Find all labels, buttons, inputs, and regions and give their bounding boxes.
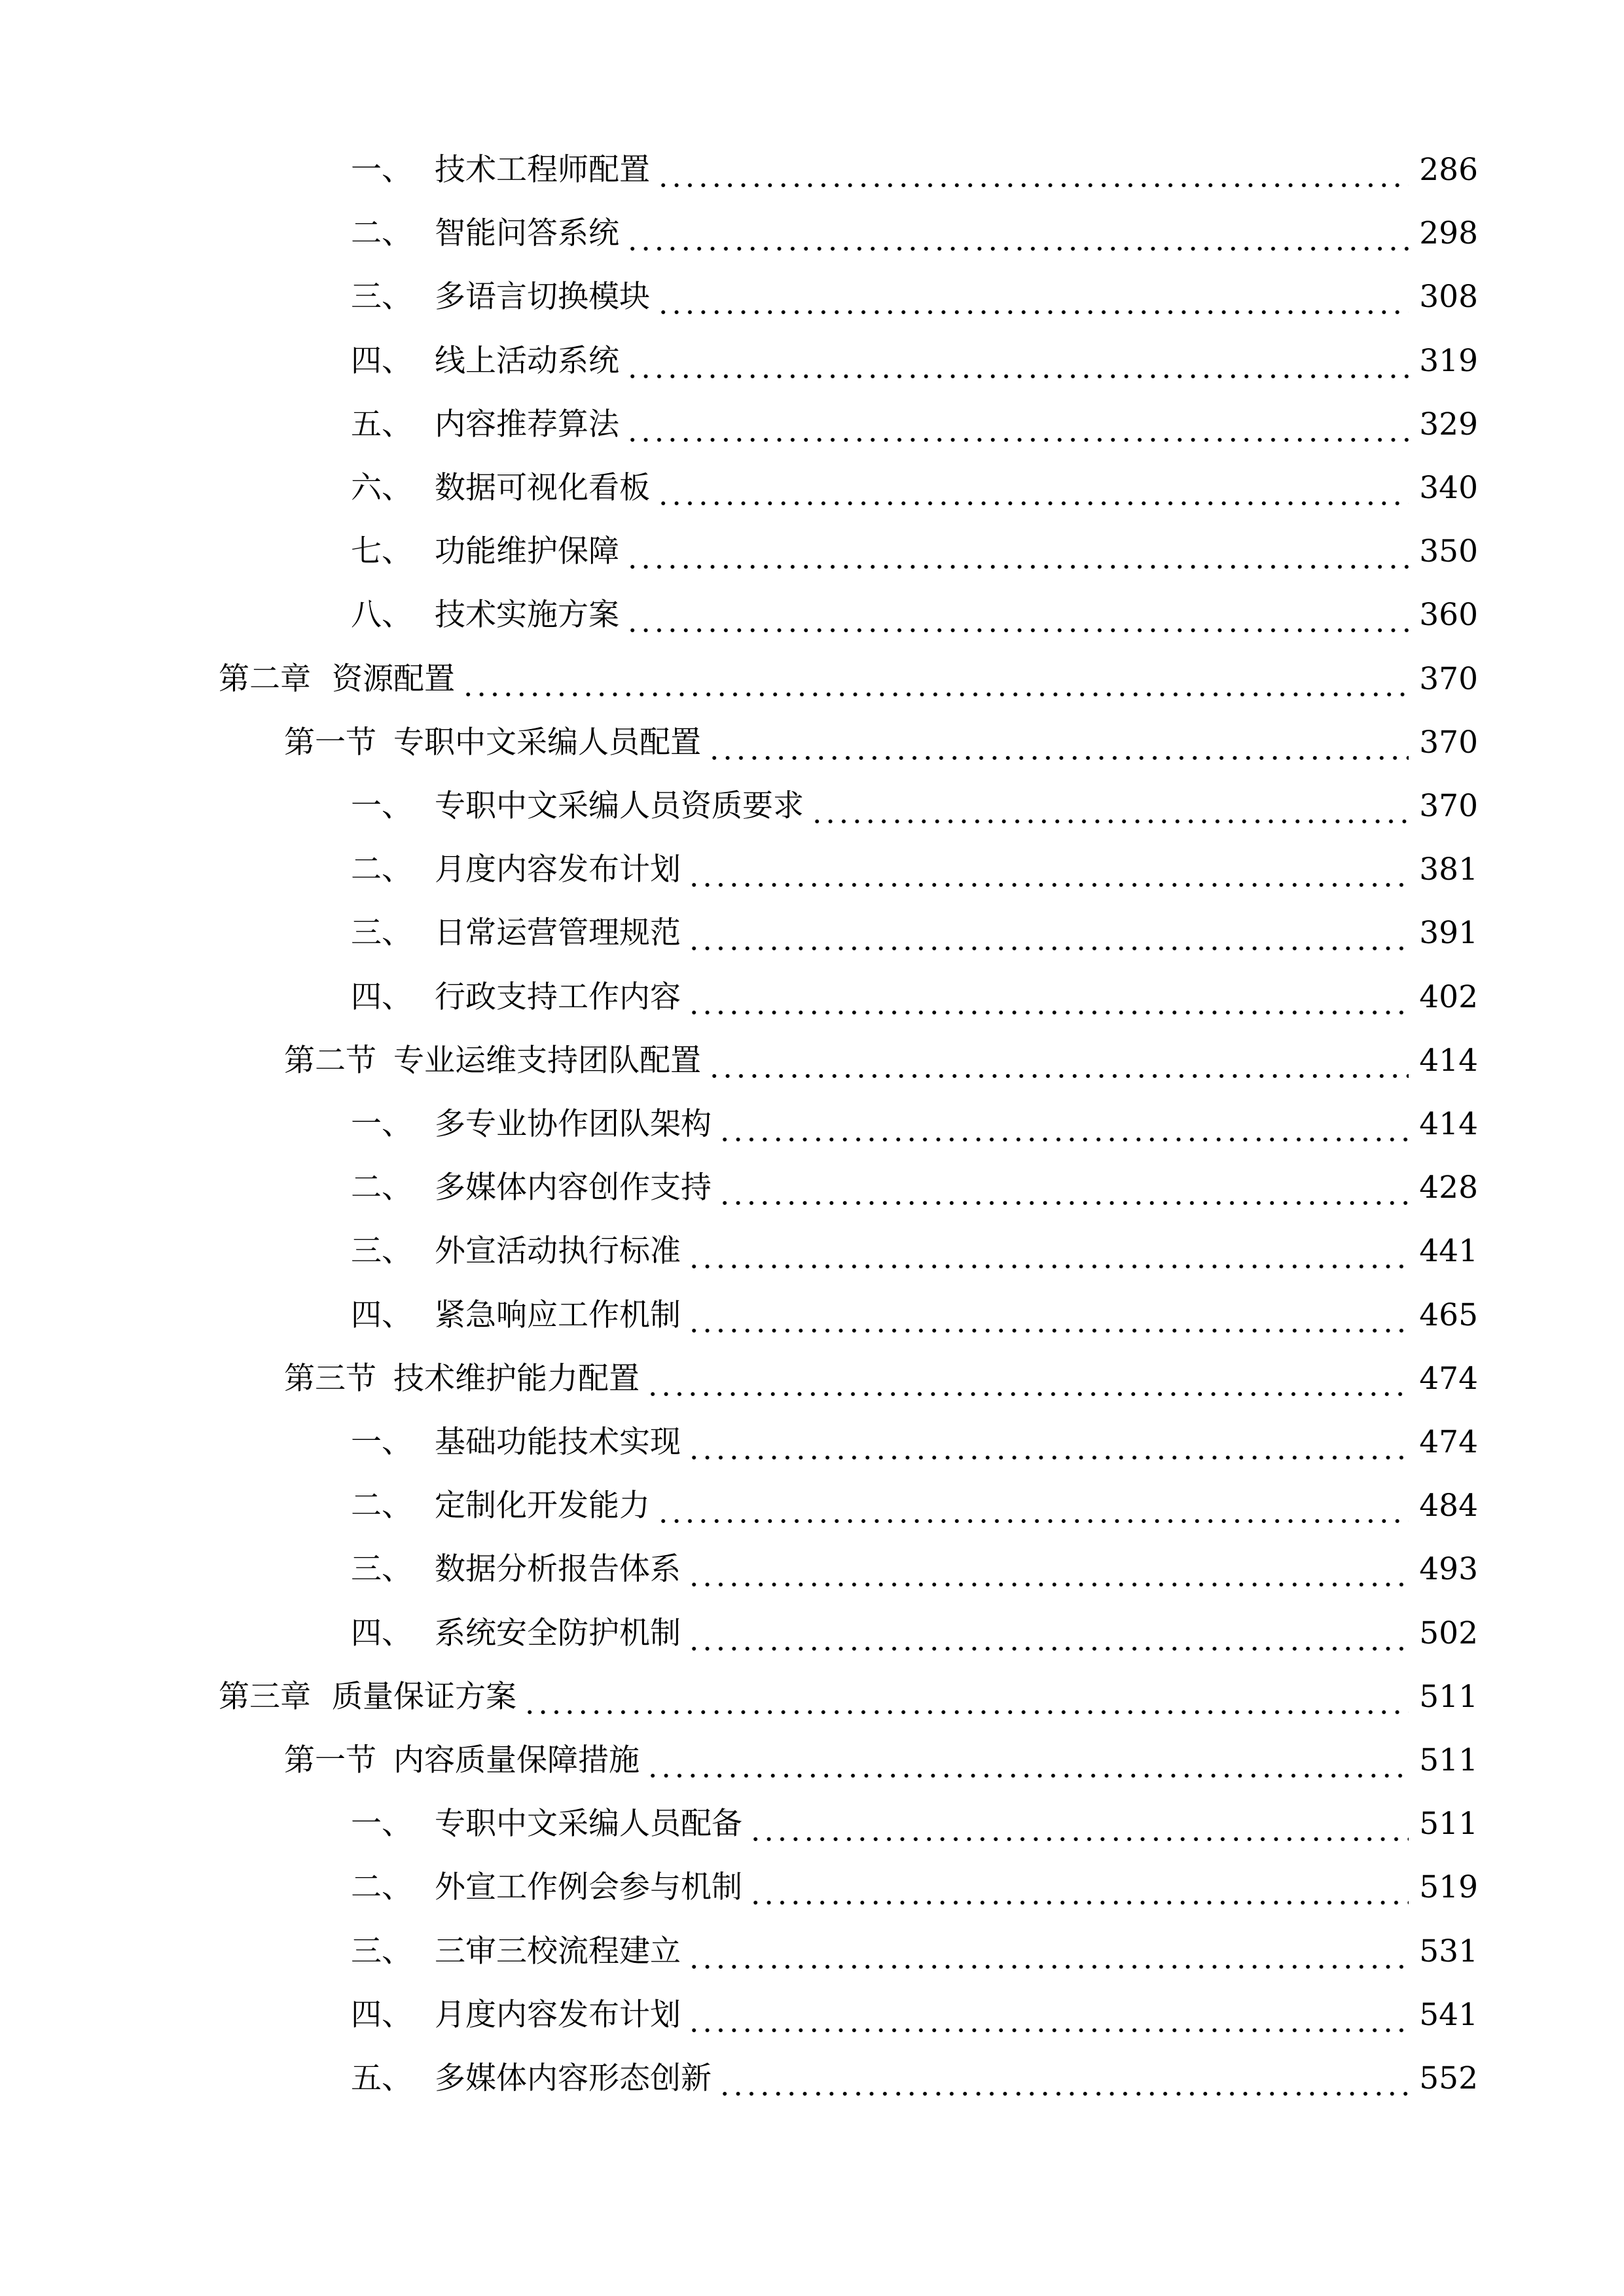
entry-number: 二、 — [351, 1170, 412, 1206]
dot-leader — [657, 147, 1409, 193]
entry-number: 一、 — [351, 152, 412, 188]
entry-page-number: 360 — [1419, 597, 1478, 634]
entry-number: 一、 — [351, 1106, 412, 1142]
toc-entry[interactable] — [0, 147, 1624, 193]
entry-number: 三、 — [351, 1551, 412, 1588]
entry-number: 三、 — [351, 915, 412, 952]
entry-title: 内容推荐算法 — [435, 406, 619, 442]
toc-entry[interactable] — [0, 2056, 1624, 2102]
dot-leader — [461, 656, 1409, 702]
toc-entry[interactable] — [0, 1483, 1624, 1529]
toc-entry[interactable] — [0, 1547, 1624, 1592]
dot-leader — [646, 1356, 1409, 1402]
toc-entry[interactable] — [0, 1865, 1624, 1910]
dot-leader — [626, 402, 1409, 448]
dot-leader — [646, 1738, 1409, 1784]
entry-title: 技术实施方案 — [435, 597, 619, 634]
dot-leader — [708, 1038, 1409, 1084]
toc-section-entry[interactable] — [0, 1038, 1624, 1084]
entry-page-number: 298 — [1419, 215, 1478, 252]
dot-leader — [626, 529, 1409, 575]
entry-page-number: 370 — [1419, 788, 1478, 824]
entry-page-number: 552 — [1419, 2060, 1478, 2096]
toc-chapter-entry[interactable] — [0, 656, 1624, 702]
dot-leader — [657, 1483, 1409, 1529]
entry-title: 资源配置 — [332, 660, 455, 697]
entry-page-number: 493 — [1419, 1551, 1478, 1588]
entry-title: 智能问答系统 — [435, 215, 619, 252]
dot-leader — [718, 2056, 1409, 2102]
dot-leader — [687, 910, 1409, 956]
entry-page-number: 370 — [1419, 660, 1478, 697]
entry-page-number: 531 — [1419, 1933, 1478, 1969]
toc-entry[interactable] — [0, 910, 1624, 956]
toc-entry[interactable] — [0, 783, 1624, 829]
entry-page-number: 402 — [1419, 978, 1478, 1015]
toc-entry[interactable] — [0, 1102, 1624, 1147]
entry-title: 数据分析报告体系 — [435, 1551, 681, 1588]
toc-entry[interactable] — [0, 1229, 1624, 1274]
entry-page-number: 370 — [1419, 724, 1478, 761]
dot-leader — [810, 783, 1409, 829]
entry-number: 五、 — [351, 2060, 412, 2096]
entry-page-number: 381 — [1419, 852, 1478, 888]
entry-number: 第三章 — [219, 1678, 311, 1715]
entry-number: 一、 — [351, 1806, 412, 1842]
toc-entry[interactable] — [0, 847, 1624, 893]
entry-page-number: 319 — [1419, 342, 1478, 379]
entry-title: 线上活动系统 — [435, 342, 619, 379]
toc-entry[interactable] — [0, 211, 1624, 257]
toc-entry[interactable] — [0, 465, 1624, 511]
toc-entry[interactable] — [0, 1420, 1624, 1465]
entry-title: 多专业协作团队架构 — [435, 1106, 712, 1142]
entry-page-number: 441 — [1419, 1233, 1478, 1270]
entry-title: 专业运维支持团队配置 — [393, 1042, 701, 1079]
entry-title: 多语言切换模块 — [435, 279, 650, 315]
dot-leader — [626, 211, 1409, 257]
entry-number: 七、 — [351, 533, 412, 570]
dot-leader — [687, 1611, 1409, 1657]
entry-title: 紧急响应工作机制 — [435, 1297, 681, 1333]
entry-number: 三、 — [351, 1933, 412, 1969]
entry-number: 四、 — [351, 342, 412, 379]
dot-leader — [687, 1929, 1409, 1975]
entry-number: 一、 — [351, 788, 412, 824]
entry-page-number: 428 — [1419, 1170, 1478, 1206]
entry-page-number: 541 — [1419, 1996, 1478, 2033]
entry-title: 外宣活动执行标准 — [435, 1233, 681, 1270]
dot-leader — [718, 1165, 1409, 1211]
toc-entry[interactable] — [0, 592, 1624, 638]
entry-page-number: 329 — [1419, 406, 1478, 442]
toc-entry[interactable] — [0, 1929, 1624, 1975]
entry-page-number: 511 — [1419, 1678, 1478, 1715]
entry-title: 专职中文采编人员配备 — [435, 1806, 742, 1842]
entry-number: 四、 — [351, 1615, 412, 1651]
entry-title: 系统安全防护机制 — [435, 1615, 681, 1651]
entry-number: 四、 — [351, 978, 412, 1015]
entry-title: 日常运营管理规范 — [435, 915, 681, 952]
entry-number: 三、 — [351, 279, 412, 315]
entry-page-number: 286 — [1419, 152, 1478, 188]
dot-leader — [749, 1865, 1409, 1910]
entry-page-number: 474 — [1419, 1360, 1478, 1397]
entry-title: 行政支持工作内容 — [435, 978, 681, 1015]
dot-leader — [718, 1102, 1409, 1147]
toc-entry[interactable] — [0, 338, 1624, 384]
entry-number: 四、 — [351, 1297, 412, 1333]
dot-leader — [687, 1293, 1409, 1338]
toc-entry[interactable] — [0, 1293, 1624, 1338]
entry-title: 专职中文采编人员配置 — [393, 724, 701, 761]
entry-number: 二、 — [351, 852, 412, 888]
entry-number: 第二节 — [284, 1042, 376, 1079]
entry-page-number: 484 — [1419, 1488, 1478, 1524]
entry-title: 技术维护能力配置 — [393, 1360, 640, 1397]
entry-number: 四、 — [351, 1996, 412, 2033]
toc-chapter-entry[interactable] — [0, 1674, 1624, 1720]
dot-leader — [657, 465, 1409, 511]
entry-title: 三审三校流程建立 — [435, 1933, 681, 1969]
entry-page-number: 465 — [1419, 1297, 1478, 1333]
entry-title: 数据可视化看板 — [435, 470, 650, 506]
toc-section-entry[interactable] — [0, 1356, 1624, 1402]
dot-leader — [708, 720, 1409, 766]
entry-title: 定制化开发能力 — [435, 1488, 650, 1524]
dot-leader — [687, 1229, 1409, 1274]
toc-entry[interactable] — [0, 402, 1624, 448]
toc-entry[interactable] — [0, 1165, 1624, 1211]
entry-page-number: 414 — [1419, 1042, 1478, 1079]
dot-leader — [523, 1674, 1409, 1720]
entry-number: 二、 — [351, 215, 412, 252]
dot-leader — [749, 1801, 1409, 1847]
toc-entry[interactable] — [0, 975, 1624, 1020]
entry-page-number: 511 — [1419, 1742, 1478, 1778]
dot-leader — [687, 1992, 1409, 2038]
toc-section-entry[interactable] — [0, 720, 1624, 766]
entry-title: 多媒体内容创作支持 — [435, 1170, 712, 1206]
entry-number: 三、 — [351, 1233, 412, 1270]
toc-entry[interactable] — [0, 1801, 1624, 1847]
dot-leader — [687, 1547, 1409, 1592]
entry-title: 专职中文采编人员资质要求 — [435, 788, 804, 824]
entry-number: 第三节 — [284, 1360, 376, 1397]
toc-entry[interactable] — [0, 1611, 1624, 1657]
entry-number: 第二章 — [219, 660, 311, 697]
entry-number: 第一节 — [284, 1742, 376, 1778]
toc-entry[interactable] — [0, 274, 1624, 320]
entry-page-number: 340 — [1419, 470, 1478, 506]
entry-title: 功能维护保障 — [435, 533, 619, 570]
dot-leader — [626, 592, 1409, 638]
toc-section-entry[interactable] — [0, 1738, 1624, 1784]
entry-number: 第一节 — [284, 724, 376, 761]
entry-title: 月度内容发布计划 — [435, 1996, 681, 2033]
entry-number: 六、 — [351, 470, 412, 506]
toc-entry[interactable] — [0, 1992, 1624, 2038]
entry-page-number: 308 — [1419, 279, 1478, 315]
entry-page-number: 519 — [1419, 1869, 1478, 1906]
entry-number: 五、 — [351, 406, 412, 442]
entry-page-number: 511 — [1419, 1806, 1478, 1842]
entry-title: 技术工程师配置 — [435, 152, 650, 188]
entry-page-number: 502 — [1419, 1615, 1478, 1651]
entry-page-number: 474 — [1419, 1424, 1478, 1460]
dot-leader — [687, 1420, 1409, 1465]
dot-leader — [626, 338, 1409, 384]
entry-title: 内容质量保障措施 — [393, 1742, 640, 1778]
entry-title: 质量保证方案 — [332, 1678, 516, 1715]
entry-number: 八、 — [351, 597, 412, 634]
entry-number: 一、 — [351, 1424, 412, 1460]
entry-title: 多媒体内容形态创新 — [435, 2060, 712, 2096]
dot-leader — [687, 975, 1409, 1020]
toc-entry[interactable] — [0, 529, 1624, 575]
entry-title: 月度内容发布计划 — [435, 852, 681, 888]
entry-number: 二、 — [351, 1869, 412, 1906]
entry-title: 外宣工作例会参与机制 — [435, 1869, 742, 1906]
entry-number: 二、 — [351, 1488, 412, 1524]
dot-leader — [657, 274, 1409, 320]
entry-page-number: 391 — [1419, 915, 1478, 952]
entry-title: 基础功能技术实现 — [435, 1424, 681, 1460]
dot-leader — [687, 847, 1409, 893]
entry-page-number: 414 — [1419, 1106, 1478, 1142]
entry-page-number: 350 — [1419, 533, 1478, 570]
